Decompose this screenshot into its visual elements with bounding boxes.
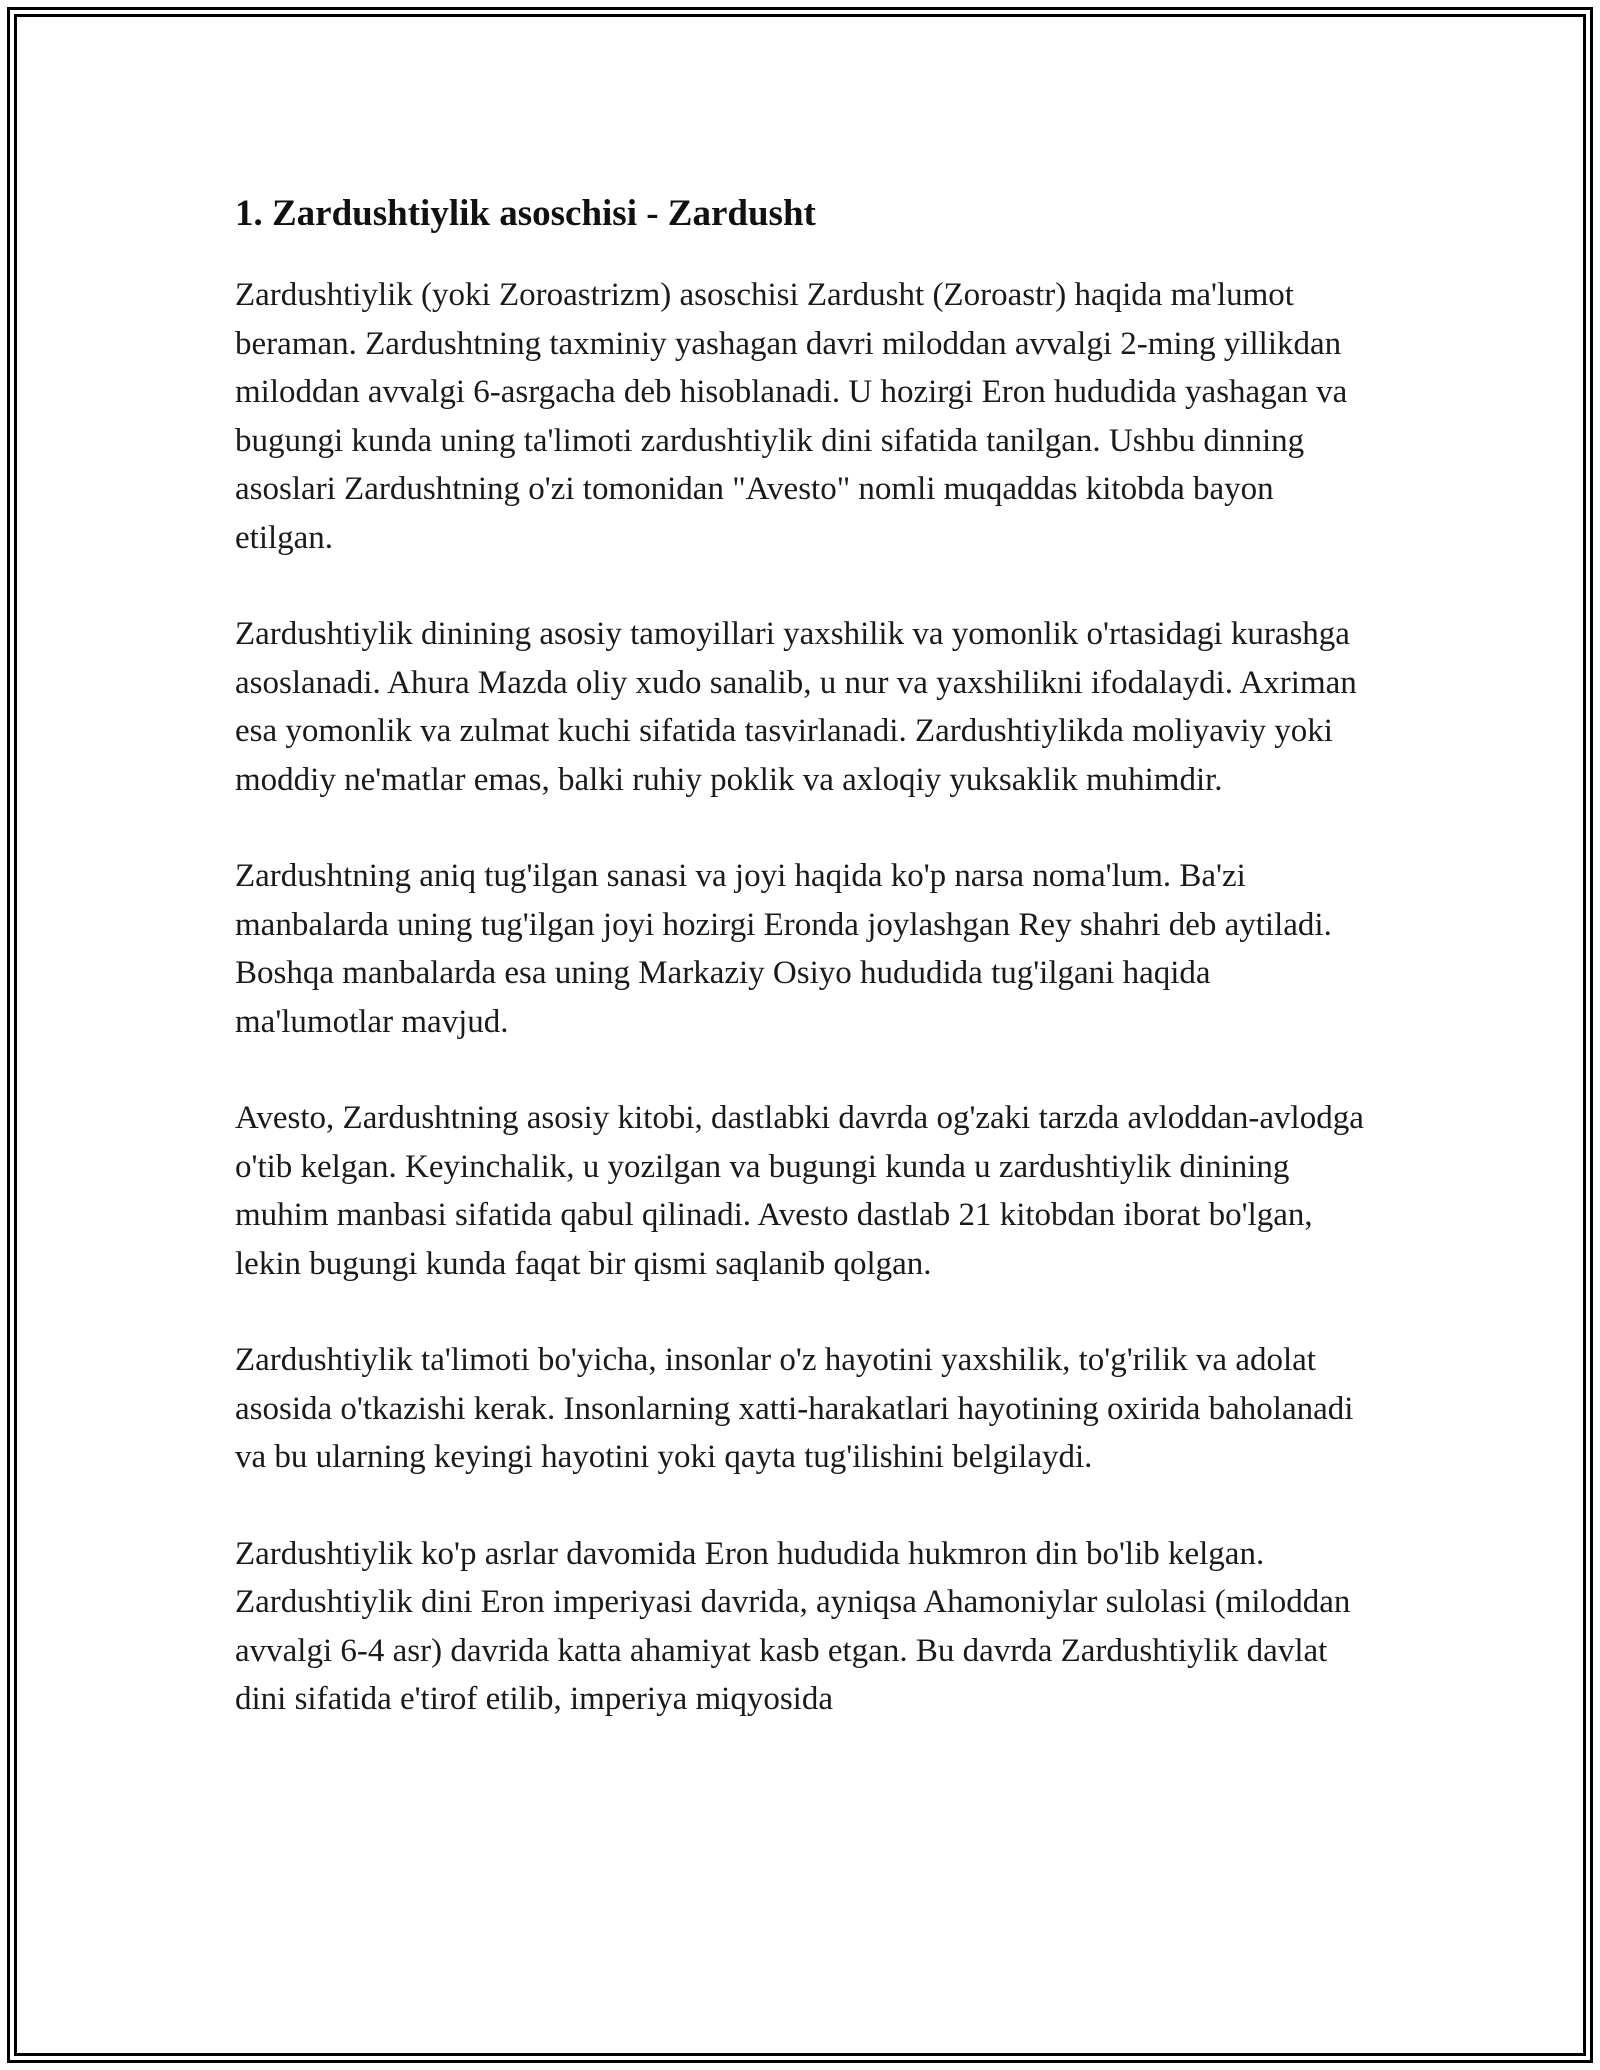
paragraph-6: Zardushtiylik ko'p asrlar davomida Eron hududida hukmron din bo'lib kelgan. Zardushtiylik dini Eron imperiyasi davrida, ayniqsa Ahamoniylar sulolasi (miloddan avvalgi 6-4 asr) davrida katta ahamiyat kasb etgan. Bu davrda Zardushtiylik davlat dini sifatida e'tirof etilib, imperiya miqyosida xyxy=(235,1535,1351,1717)
paragraph-5: Zardushtiylik ta'limoti bo'yicha, insonlar o'z hayotini yaxshilik, to'g'rilik va adolat asosida o'tkazishi kerak. Insonlarning xatti-harakatlari hayotining oxirida baholanadi va bu ularning keyingi hayotini yoki qayta tug'ilishini belgilaydi. xyxy=(235,1342,1354,1475)
page-title: 1. Zardushtiylik asoschisi - Zardusht xyxy=(235,193,816,234)
document-body xyxy=(235,185,1375,1772)
paragraph-2: Zardushtiylik dinining asosiy tamoyillari yaxshilik va yomonlik o'rtasidagi kurashga asoslanadi. Ahura Mazda oliy xudo sanalib, u nur va yaxshilikni ifodalaydi. Axriman esa yomonlik va zulmat kuchi sifatida tasvirlanadi. Zardushtiylikda moliyaviy yoki moddiy ne'matlar emas, balki ruhiy poklik va axloqiy yuksaklik muhimdir. xyxy=(235,616,1357,798)
paragraph-3: Zardushtning aniq tug'ilgan sanasi va joyi haqida ko'p narsa noma'lum. Ba'zi manbalarda uning tug'ilgan joyi hozirgi Eronda joylashgan Rey shahri deb aytiladi. Boshqa manbalarda esa uning Markaziy Osiyo hududida tug'ilgani haqida ma'lumotlar mavjud. xyxy=(235,858,1332,1040)
paragraph-1: Zardushtiylik (yoki Zoroastrizm) asoschisi Zardusht (Zoroastr) haqida ma'lumot beraman. Zardushtning taxminiy yashagan davri miloddan avvalgi 2-ming yillikdan miloddan avvalgi 6-asrgacha deb hisoblanadi. U hozirgi Eron hududida yashagan va bugungi kunda uning ta'limoti zardushtiylik dini sifatida tanilgan. Ushbu dinning asoslari Zardushtning o'zi tomonidan "Avesto" nomli muqaddas kitobda bayon etilgan. xyxy=(235,277,1348,556)
paragraph-4: Avesto, Zardushtning asosiy kitobi, dastlabki davrda og'zaki tarzda avloddan-avlodga o'tib kelgan. Keyinchalik, u yozilgan va bugungi kunda u zardushtiylik dinining muhim manbasi sifatida qabul qilinadi. Avesto dastlab 21 kitobdan iborat bo'lgan, lekin bugungi kunda faqat bir qismi saqlanib qolgan. xyxy=(235,1100,1364,1282)
